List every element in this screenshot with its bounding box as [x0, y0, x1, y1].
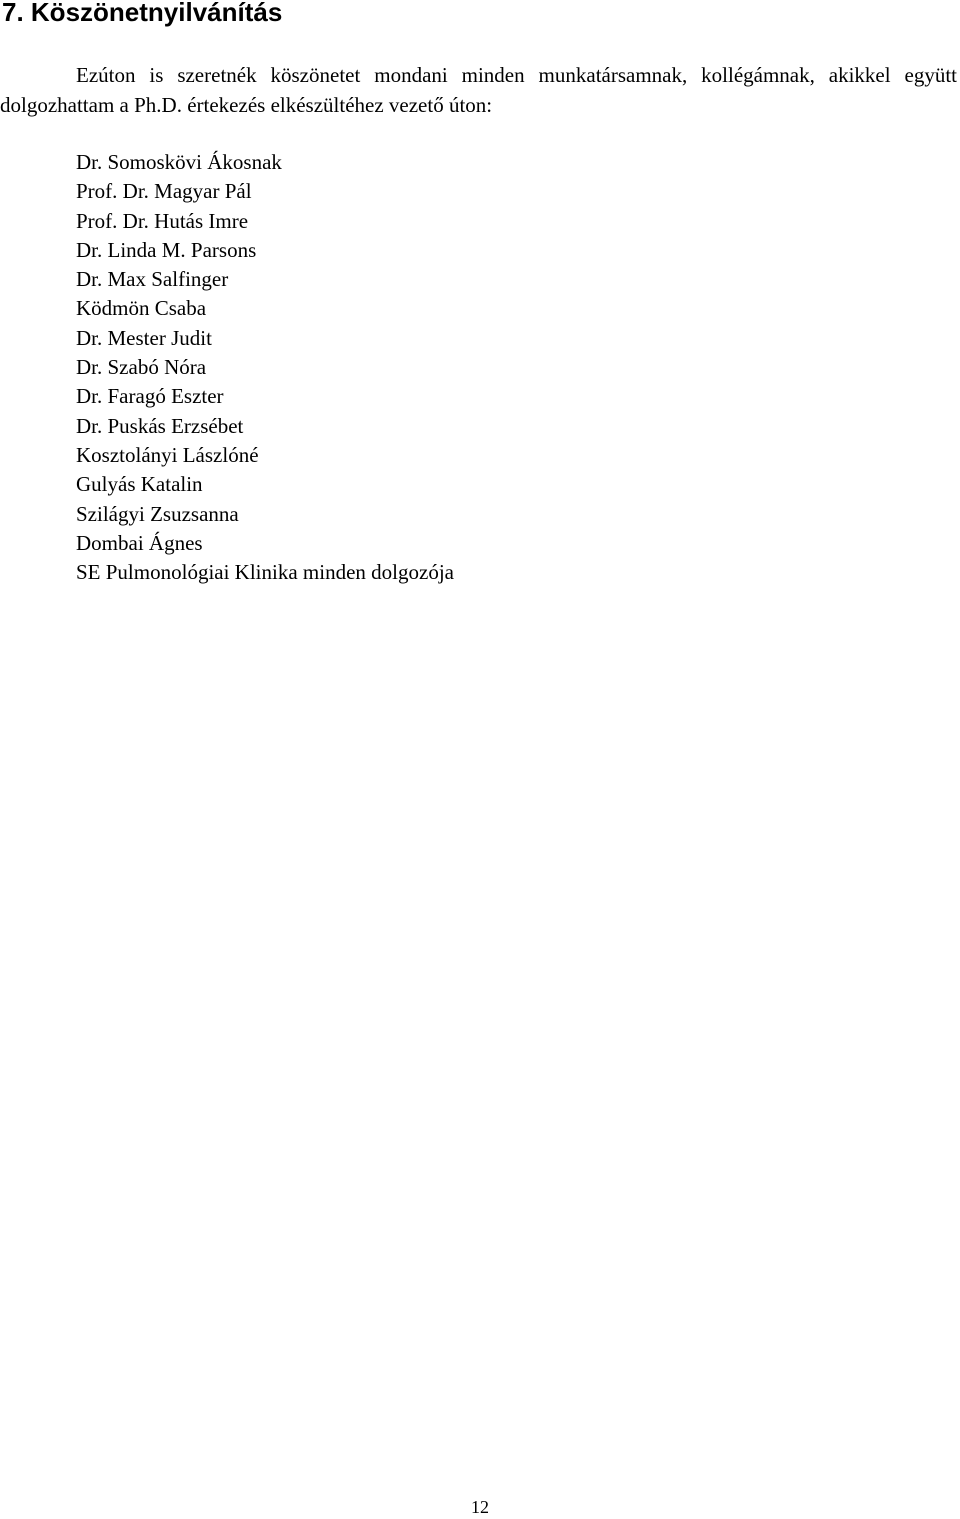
list-item: Dr. Puskás Erzsébet	[76, 413, 244, 438]
list-item: Ködmön Csaba	[76, 296, 207, 321]
list-item: Dr. Linda M. Parsons	[76, 237, 257, 262]
section-heading: 7. Köszönetnyilvánítás	[2, 0, 283, 27]
list-item: Dombai Ágnes	[76, 530, 203, 555]
acknowledgement-list	[76, 148, 454, 587]
list-item: Dr. Max Salfinger	[76, 267, 229, 292]
list-item: Prof. Dr. Hutás Imre	[76, 208, 249, 233]
list-item: Dr. Somoskövi Ákosnak	[76, 150, 282, 174]
page-number: 12	[471, 1497, 489, 1517]
list-item: SE Pulmonológiai Klinika minden dolgozója	[76, 560, 454, 585]
list-item: Kosztolányi Lászlóné	[76, 442, 259, 467]
list-item: Szilágyi Zsuzsanna	[76, 501, 239, 526]
list-item: Gulyás Katalin	[76, 472, 203, 497]
list-item: Dr. Szabó Nóra	[76, 355, 207, 380]
list-item: Dr. Faragó Eszter	[76, 384, 224, 409]
list-item: Dr. Mester Judit	[76, 325, 212, 350]
list-item: Prof. Dr. Magyar Pál	[76, 179, 252, 204]
intro-paragraph: Ezúton is szeretnék köszönetet mondani minden munkatársamnak, kollégámnak, akikkel együtt dolgozhattam a Ph.D. értekezés elkészültéhez vezető úton:	[0, 63, 957, 117]
